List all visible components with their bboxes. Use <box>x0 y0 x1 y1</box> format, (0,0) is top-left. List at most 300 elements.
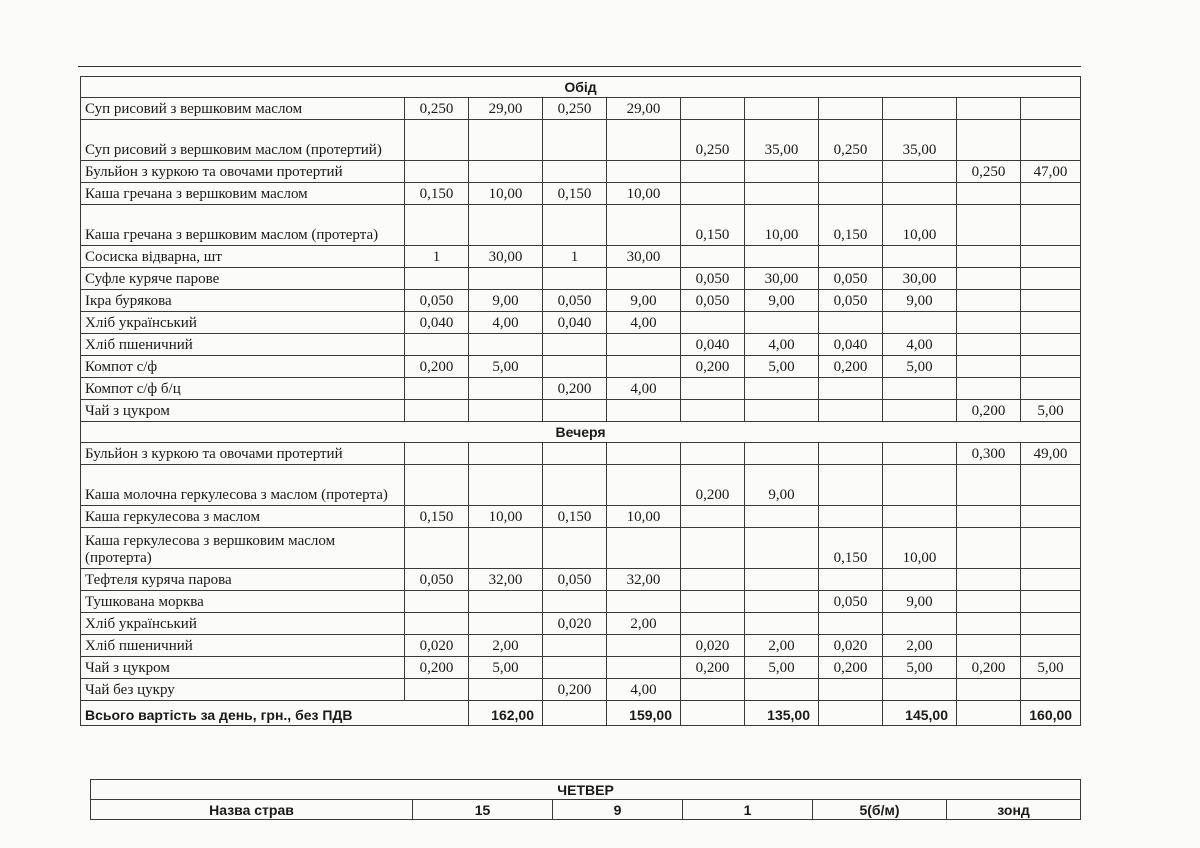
portion-cell <box>957 591 1021 613</box>
price-cell: 5,00 <box>1021 400 1081 422</box>
portion-cell: 1 <box>543 246 607 268</box>
price-cell <box>1021 591 1081 613</box>
section-title: Обід <box>81 77 1081 98</box>
portion-cell: 0,150 <box>405 183 469 205</box>
portion-cell: 0,150 <box>543 183 607 205</box>
price-cell <box>607 400 681 422</box>
price-cell <box>1021 613 1081 635</box>
price-cell <box>1021 120 1081 161</box>
total-value: 135,00 <box>745 701 819 726</box>
price-cell: 32,00 <box>469 569 543 591</box>
portion-cell <box>543 334 607 356</box>
portion-cell <box>543 465 607 506</box>
price-cell <box>1021 205 1081 246</box>
price-cell <box>745 506 819 528</box>
portion-cell <box>819 183 883 205</box>
dish-name: Каша геркулесова з вершковим маслом (протерта) <box>81 528 405 569</box>
dish-row <box>81 613 1081 635</box>
portion-cell <box>681 443 745 465</box>
total-spacer <box>819 701 883 726</box>
portion-cell: 0,050 <box>405 569 469 591</box>
price-cell <box>607 120 681 161</box>
price-cell: 4,00 <box>607 312 681 334</box>
price-cell <box>607 268 681 290</box>
portion-cell <box>405 334 469 356</box>
price-cell: 35,00 <box>883 120 957 161</box>
portion-cell <box>957 290 1021 312</box>
portion-cell <box>405 679 469 701</box>
portion-cell <box>405 161 469 183</box>
portion-cell <box>819 400 883 422</box>
portion-cell <box>957 506 1021 528</box>
dish-name: Чай без цукру <box>81 679 405 701</box>
dish-name: Ікра бурякова <box>81 290 405 312</box>
header-dish-name: Назва страв <box>91 800 413 820</box>
portion-cell <box>543 635 607 657</box>
price-cell <box>469 400 543 422</box>
portion-cell <box>543 591 607 613</box>
portion-cell <box>957 569 1021 591</box>
price-cell: 5,00 <box>469 356 543 378</box>
page-top-rule <box>78 66 1081 67</box>
total-spacer <box>543 701 607 726</box>
price-cell <box>883 246 957 268</box>
price-cell <box>607 205 681 246</box>
dish-row <box>81 120 1081 161</box>
price-cell <box>883 506 957 528</box>
portion-cell <box>957 613 1021 635</box>
price-cell <box>469 591 543 613</box>
dish-row <box>81 356 1081 378</box>
portion-cell: 0,150 <box>819 205 883 246</box>
price-cell <box>1021 290 1081 312</box>
price-cell <box>607 528 681 569</box>
dish-row <box>81 183 1081 205</box>
section-header <box>81 422 1081 443</box>
portion-cell <box>819 679 883 701</box>
header-diet-1: 1 <box>683 800 813 820</box>
portion-cell <box>543 657 607 679</box>
price-cell: 47,00 <box>1021 161 1081 183</box>
price-cell <box>883 465 957 506</box>
total-value: 159,00 <box>607 701 681 726</box>
price-cell: 30,00 <box>745 268 819 290</box>
price-cell: 4,00 <box>607 679 681 701</box>
price-cell: 5,00 <box>883 356 957 378</box>
portion-cell <box>405 205 469 246</box>
dish-row <box>81 569 1081 591</box>
price-cell: 10,00 <box>883 205 957 246</box>
header-diet-probe: зонд <box>947 800 1081 820</box>
price-cell: 4,00 <box>607 378 681 400</box>
total-value: 162,00 <box>469 701 543 726</box>
portion-cell <box>405 465 469 506</box>
portion-cell <box>819 506 883 528</box>
price-cell: 30,00 <box>469 246 543 268</box>
portion-cell: 0,020 <box>405 635 469 657</box>
portion-cell <box>543 356 607 378</box>
portion-cell: 0,150 <box>543 506 607 528</box>
header-diet-9: 9 <box>553 800 683 820</box>
portion-cell: 0,050 <box>681 268 745 290</box>
price-cell <box>607 591 681 613</box>
portion-cell: 0,040 <box>681 334 745 356</box>
portion-cell <box>957 356 1021 378</box>
portion-cell <box>957 635 1021 657</box>
price-cell: 9,00 <box>883 290 957 312</box>
dish-name: Сосиска відварна, шт <box>81 246 405 268</box>
price-cell: 9,00 <box>745 465 819 506</box>
section-header <box>81 77 1081 98</box>
total-value: 145,00 <box>883 701 957 726</box>
dish-row <box>81 290 1081 312</box>
price-cell: 10,00 <box>469 506 543 528</box>
price-cell: 5,00 <box>883 657 957 679</box>
portion-cell <box>957 334 1021 356</box>
portion-cell <box>957 98 1021 120</box>
portion-cell <box>957 679 1021 701</box>
dish-row <box>81 591 1081 613</box>
portion-cell: 0,020 <box>819 635 883 657</box>
price-cell <box>1021 528 1081 569</box>
dish-row <box>81 679 1081 701</box>
portion-cell: 0,250 <box>681 120 745 161</box>
dish-name: Каша гречана з вершковим маслом <box>81 183 405 205</box>
portion-cell: 0,040 <box>543 312 607 334</box>
price-cell: 10,00 <box>745 205 819 246</box>
price-cell: 4,00 <box>883 334 957 356</box>
total-row <box>81 701 1081 726</box>
portion-cell <box>819 246 883 268</box>
price-cell: 4,00 <box>469 312 543 334</box>
price-cell <box>607 465 681 506</box>
price-cell <box>883 161 957 183</box>
price-cell <box>745 246 819 268</box>
dish-row <box>81 98 1081 120</box>
header-diet-5bm: 5(б/м) <box>813 800 947 820</box>
dish-name: Каша геркулесова з маслом <box>81 506 405 528</box>
portion-cell <box>819 161 883 183</box>
portion-cell <box>405 378 469 400</box>
price-cell <box>745 378 819 400</box>
price-cell <box>745 443 819 465</box>
portion-cell: 0,050 <box>819 268 883 290</box>
portion-cell: 0,200 <box>957 657 1021 679</box>
price-cell <box>745 679 819 701</box>
price-cell <box>1021 98 1081 120</box>
price-cell: 30,00 <box>883 268 957 290</box>
total-value: 160,00 <box>1021 701 1081 726</box>
price-cell: 29,00 <box>607 98 681 120</box>
portion-cell: 0,050 <box>819 290 883 312</box>
dish-row <box>81 246 1081 268</box>
portion-cell <box>957 205 1021 246</box>
portion-cell: 0,300 <box>957 443 1021 465</box>
price-cell <box>883 378 957 400</box>
price-cell <box>469 528 543 569</box>
portion-cell <box>405 268 469 290</box>
portion-cell <box>681 528 745 569</box>
portion-cell: 0,050 <box>405 290 469 312</box>
price-cell <box>607 635 681 657</box>
dish-name: Тушкована морква <box>81 591 405 613</box>
portion-cell: 0,040 <box>819 334 883 356</box>
dish-name: Хліб пшеничний <box>81 334 405 356</box>
next-day-table <box>90 779 1081 820</box>
dish-name: Суп рисовий з вершковим маслом <box>81 98 405 120</box>
portion-cell <box>957 312 1021 334</box>
portion-cell <box>543 528 607 569</box>
price-cell <box>469 161 543 183</box>
price-cell <box>745 312 819 334</box>
price-cell <box>883 400 957 422</box>
price-cell: 5,00 <box>745 356 819 378</box>
portion-cell <box>543 268 607 290</box>
dish-row <box>81 378 1081 400</box>
portion-cell <box>819 569 883 591</box>
price-cell <box>1021 183 1081 205</box>
price-cell <box>607 443 681 465</box>
portion-cell <box>681 312 745 334</box>
portion-cell: 0,050 <box>681 290 745 312</box>
dish-row <box>81 465 1081 506</box>
dish-row <box>81 205 1081 246</box>
price-cell <box>607 161 681 183</box>
price-cell <box>883 443 957 465</box>
price-cell: 30,00 <box>607 246 681 268</box>
portion-cell: 1 <box>405 246 469 268</box>
portion-cell: 0,050 <box>543 569 607 591</box>
portion-cell <box>681 591 745 613</box>
dish-row <box>81 443 1081 465</box>
price-cell <box>607 356 681 378</box>
portion-cell <box>819 378 883 400</box>
price-cell <box>745 528 819 569</box>
price-cell: 10,00 <box>883 528 957 569</box>
portion-cell <box>819 613 883 635</box>
portion-cell: 0,200 <box>405 356 469 378</box>
total-spacer <box>957 701 1021 726</box>
portion-cell <box>819 443 883 465</box>
price-cell <box>745 98 819 120</box>
portion-cell <box>681 161 745 183</box>
portion-cell <box>819 98 883 120</box>
dish-name: Тефтеля куряча парова <box>81 569 405 591</box>
next-day-header-row <box>91 800 1081 820</box>
price-cell <box>745 591 819 613</box>
price-cell: 5,00 <box>745 657 819 679</box>
portion-cell: 0,200 <box>819 356 883 378</box>
price-cell <box>469 120 543 161</box>
price-cell <box>469 268 543 290</box>
portion-cell <box>957 268 1021 290</box>
price-cell: 32,00 <box>607 569 681 591</box>
portion-cell: 0,200 <box>543 378 607 400</box>
portion-cell <box>543 205 607 246</box>
price-cell: 9,00 <box>607 290 681 312</box>
price-cell <box>745 613 819 635</box>
price-cell <box>1021 569 1081 591</box>
dish-name: Суп рисовий з вершковим маслом (протертий) <box>81 120 405 161</box>
price-cell: 2,00 <box>469 635 543 657</box>
portion-cell: 0,040 <box>405 312 469 334</box>
dish-row <box>81 312 1081 334</box>
portion-cell: 0,050 <box>543 290 607 312</box>
portion-cell <box>681 183 745 205</box>
portion-cell <box>681 679 745 701</box>
portion-cell <box>543 400 607 422</box>
price-cell <box>469 613 543 635</box>
price-cell: 4,00 <box>745 334 819 356</box>
price-cell: 9,00 <box>883 591 957 613</box>
dish-name: Суфле куряче парове <box>81 268 405 290</box>
portion-cell <box>819 312 883 334</box>
price-cell <box>883 183 957 205</box>
price-cell <box>883 569 957 591</box>
portion-cell <box>405 591 469 613</box>
portion-cell <box>543 443 607 465</box>
dish-name: Каша молочна геркулесова з маслом (протерта) <box>81 465 405 506</box>
price-cell <box>469 679 543 701</box>
portion-cell: 0,150 <box>405 506 469 528</box>
portion-cell: 0,200 <box>681 465 745 506</box>
price-cell <box>745 161 819 183</box>
price-cell: 35,00 <box>745 120 819 161</box>
price-cell <box>469 334 543 356</box>
price-cell <box>883 613 957 635</box>
price-cell: 5,00 <box>1021 657 1081 679</box>
dish-row <box>81 528 1081 569</box>
price-cell <box>1021 246 1081 268</box>
portion-cell <box>405 528 469 569</box>
price-cell <box>745 569 819 591</box>
dish-row <box>81 400 1081 422</box>
dish-name: Компот с/ф б/ц <box>81 378 405 400</box>
price-cell: 49,00 <box>1021 443 1081 465</box>
dish-name: Чай з цукром <box>81 400 405 422</box>
price-cell: 29,00 <box>469 98 543 120</box>
price-cell <box>1021 635 1081 657</box>
price-cell <box>469 465 543 506</box>
portion-cell: 0,200 <box>681 356 745 378</box>
price-cell: 9,00 <box>745 290 819 312</box>
price-cell: 5,00 <box>469 657 543 679</box>
price-cell <box>469 443 543 465</box>
price-cell: 2,00 <box>607 613 681 635</box>
price-cell <box>1021 268 1081 290</box>
price-cell <box>745 183 819 205</box>
price-cell: 9,00 <box>469 290 543 312</box>
dish-name: Компот с/ф <box>81 356 405 378</box>
price-cell <box>883 312 957 334</box>
price-cell <box>1021 506 1081 528</box>
portion-cell: 0,020 <box>543 613 607 635</box>
dish-row <box>81 334 1081 356</box>
portion-cell: 0,250 <box>405 98 469 120</box>
portion-cell <box>957 528 1021 569</box>
dish-name: Бульйон з куркою та овочами протертий <box>81 161 405 183</box>
portion-cell <box>681 378 745 400</box>
dish-row <box>81 657 1081 679</box>
portion-cell <box>957 246 1021 268</box>
price-cell <box>469 378 543 400</box>
portion-cell <box>957 183 1021 205</box>
header-diet-15: 15 <box>413 800 553 820</box>
dish-row <box>81 268 1081 290</box>
portion-cell <box>405 400 469 422</box>
next-day-title: ЧЕТВЕР <box>91 780 1081 800</box>
portion-cell: 0,200 <box>405 657 469 679</box>
portion-cell: 0,020 <box>681 635 745 657</box>
total-spacer <box>681 701 745 726</box>
price-cell <box>883 98 957 120</box>
price-cell <box>469 205 543 246</box>
price-cell: 10,00 <box>607 506 681 528</box>
portion-cell <box>681 506 745 528</box>
portion-cell <box>957 120 1021 161</box>
portion-cell <box>405 120 469 161</box>
portion-cell <box>543 120 607 161</box>
section-title: Вечеря <box>81 422 1081 443</box>
total-label: Всього вартість за день, грн., без ПДВ <box>81 701 469 726</box>
dish-name: Хліб український <box>81 613 405 635</box>
price-cell <box>883 679 957 701</box>
price-cell <box>745 400 819 422</box>
portion-cell <box>405 443 469 465</box>
dish-name: Бульйон з куркою та овочами протертий <box>81 443 405 465</box>
portion-cell <box>957 465 1021 506</box>
menu-table <box>80 76 1081 726</box>
portion-cell: 0,150 <box>681 205 745 246</box>
portion-cell <box>681 569 745 591</box>
price-cell: 10,00 <box>469 183 543 205</box>
price-cell <box>1021 312 1081 334</box>
portion-cell <box>681 400 745 422</box>
price-cell <box>607 334 681 356</box>
portion-cell: 0,200 <box>819 657 883 679</box>
dish-name: Хліб український <box>81 312 405 334</box>
portion-cell <box>681 613 745 635</box>
price-cell <box>1021 334 1081 356</box>
price-cell: 10,00 <box>607 183 681 205</box>
portion-cell <box>543 161 607 183</box>
dish-name: Хліб пшеничний <box>81 635 405 657</box>
portion-cell: 0,050 <box>819 591 883 613</box>
portion-cell: 0,200 <box>681 657 745 679</box>
dish-row <box>81 635 1081 657</box>
portion-cell <box>681 246 745 268</box>
price-cell <box>1021 679 1081 701</box>
portion-cell <box>681 98 745 120</box>
portion-cell <box>957 378 1021 400</box>
dish-row <box>81 506 1081 528</box>
price-cell <box>1021 378 1081 400</box>
price-cell <box>1021 465 1081 506</box>
portion-cell: 0,200 <box>543 679 607 701</box>
portion-cell <box>819 465 883 506</box>
price-cell: 2,00 <box>745 635 819 657</box>
price-cell <box>607 657 681 679</box>
portion-cell: 0,250 <box>819 120 883 161</box>
dish-row <box>81 161 1081 183</box>
portion-cell: 0,250 <box>543 98 607 120</box>
portion-cell: 0,150 <box>819 528 883 569</box>
dish-name: Каша гречана з вершковим маслом (протерта) <box>81 205 405 246</box>
dish-name: Чай з цукром <box>81 657 405 679</box>
portion-cell <box>405 613 469 635</box>
price-cell <box>1021 356 1081 378</box>
portion-cell: 0,200 <box>957 400 1021 422</box>
